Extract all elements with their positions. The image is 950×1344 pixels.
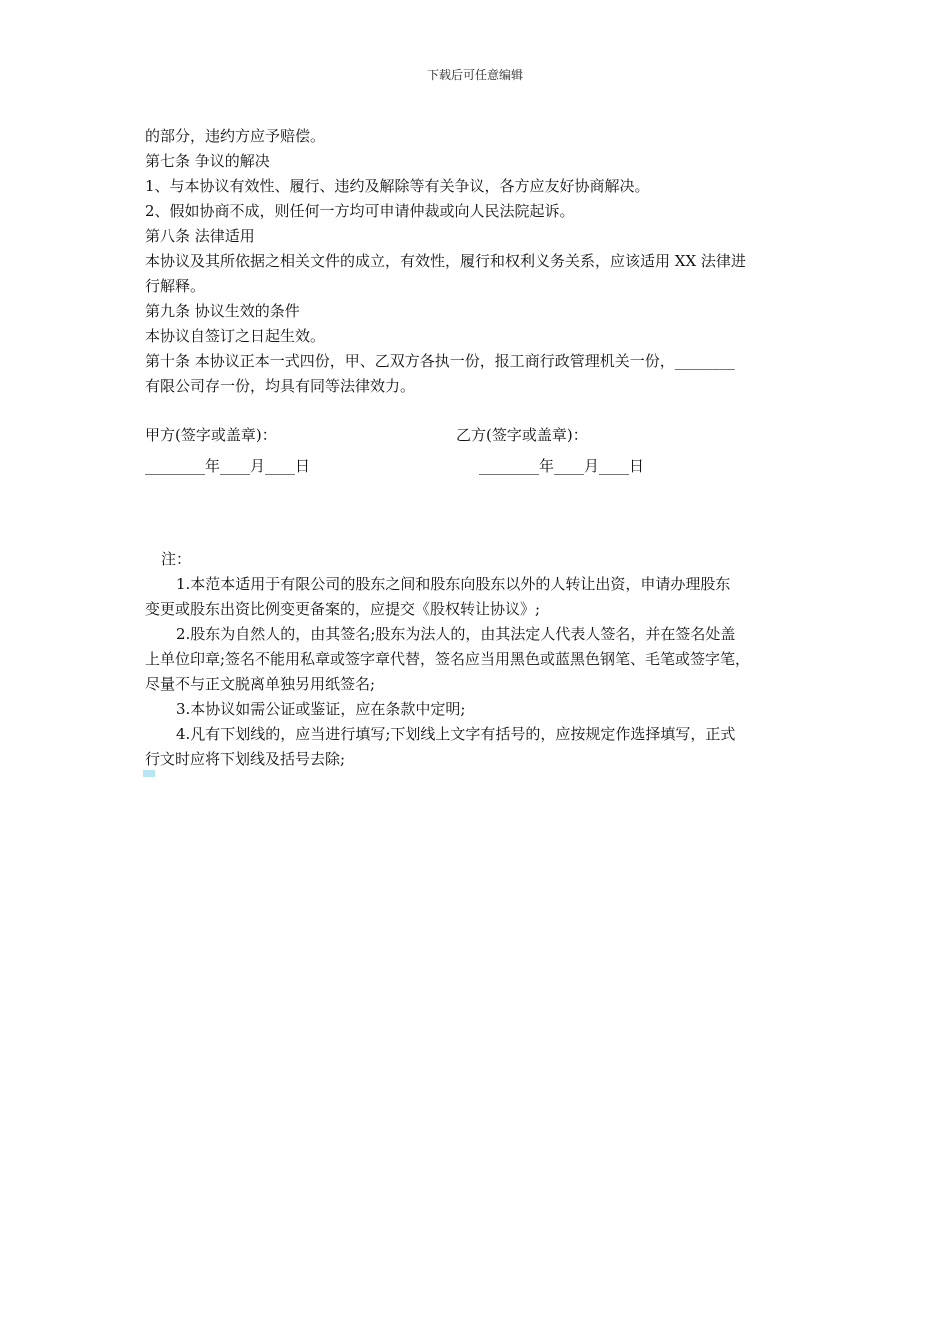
article-7-heading: 第七条 争议的解决 xyxy=(145,152,270,170)
party-b-label: 乙方(签字或盖章)： xyxy=(456,426,588,444)
note-line: 尽量不与正文脱离单独另用纸签名; xyxy=(145,675,376,693)
page-header: 下载后可任意编辑 xyxy=(426,68,523,82)
note-line: 1.本范本适用于有限公司的股东之间和股东向股东以外的人转让出资，申请办理股东 xyxy=(176,575,731,593)
party-a-label: 甲方(签字或盖章)： xyxy=(145,426,277,444)
body-line: 2、假如协商不成，则任何一方均可申请仲裁或向人民法院起诉。 xyxy=(145,202,575,220)
article-8-heading: 第八条 法律适用 xyxy=(145,227,255,245)
note-line: 2.股东为自然人的，由其签名;股东为法人的，由其法定人代表人签名，并在签名处盖 xyxy=(176,625,736,643)
party-a-signature xyxy=(145,420,310,482)
body-line: 有限公司存一份，均具有同等法律效力。 xyxy=(145,377,416,395)
note-line: 上单位印章;签名不能用私章或签字章代替，签名应当用黑色或蓝黑色钢笔、毛笔或签字笔， xyxy=(145,650,751,668)
text-cursor-marker xyxy=(143,770,155,777)
body-line: 本协议自签订之日起生效。 xyxy=(145,327,326,345)
body-line: 1、与本协议有效性、履行、违约及解除等有关争议，各方应友好协商解决。 xyxy=(145,177,650,195)
note-line: 变更或股东出资比例变更备案的，应提交《股权转让协议》; xyxy=(145,600,541,618)
body-line: 本协议及其所依据之相关文件的成立，有效性，履行和权利义务关系，应该适用 XX 法律进 xyxy=(145,252,746,270)
party-a-date: ________年____月____日 xyxy=(145,457,311,475)
article-9-heading: 第九条 协议生效的条件 xyxy=(145,302,300,320)
agreement-body xyxy=(145,124,815,399)
body-line: 行解释。 xyxy=(145,277,206,295)
body-line: 的部分，违约方应予赔偿。 xyxy=(145,127,326,145)
notes-section xyxy=(145,547,815,772)
note-line: 3.本协议如需公证或鉴证，应在条款中定明; xyxy=(176,700,466,718)
note-line: 4.凡有下划线的，应当进行填写;下划线上文字有括号的，应按规定作选择填写，正式 xyxy=(176,725,736,743)
note-line: 行文时应将下划线及括号去除; xyxy=(145,750,346,768)
party-b-date: ________年____月____日 xyxy=(479,457,645,475)
notes-title: 注： xyxy=(161,550,192,568)
article-10-line: 第十条 本协议正本一式四份，甲、乙双方各执一份，报工商行政管理机关一份，________ xyxy=(145,352,735,370)
party-b-signature xyxy=(456,420,644,482)
